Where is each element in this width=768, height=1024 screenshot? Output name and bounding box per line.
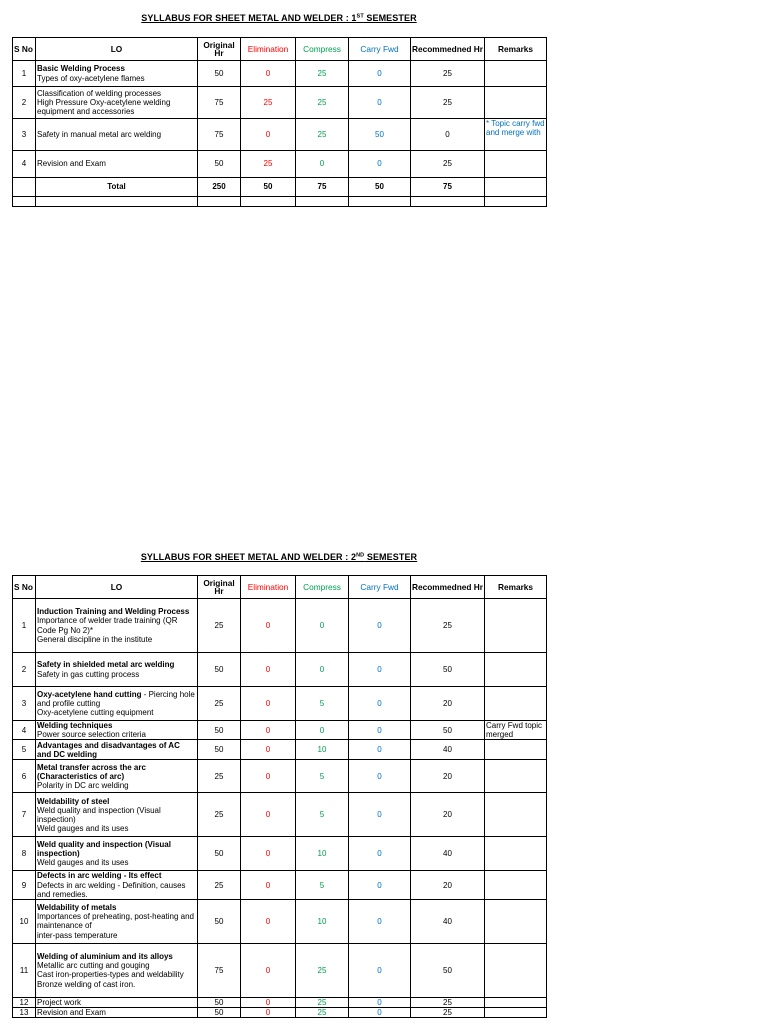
total-row [13,178,547,197]
lo-heading: Weldability of steel [37,796,110,806]
remarks-cell [485,61,547,87]
semester2-table [12,575,547,1018]
total-label: Total [36,178,198,197]
lo-subtopic: Oxy-acetylene cutting equipment [37,708,154,718]
lo-heading: Weldability of metals [37,903,117,913]
col-remarks-header: Remarks [485,576,547,599]
empty-cell [241,197,296,207]
original-cell: 50 [198,653,241,687]
carry-cell: 50 [349,119,411,151]
carry-cell: 0 [349,871,411,900]
recommended-cell: 20 [411,871,485,900]
semester1-table [12,37,547,207]
col-compress-header: Compress [296,38,349,61]
col-elimination-header: Elimination [241,576,296,599]
elimination-cell: 0 [241,760,296,793]
compress-cell: 5 [296,760,349,793]
col-sno-header: S No [13,576,36,599]
lo-subtopic: General discipline in the institute [37,634,153,644]
lo-subtopic: Weld gauges and its uses [37,858,129,868]
original-cell: 50 [198,740,241,760]
original-cell: 50 [198,61,241,87]
original-cell: 50 [198,997,241,1007]
carry-cell: 0 [349,740,411,760]
header-row [13,38,547,61]
remarks-cell [485,687,547,721]
recommended-cell: 40 [411,837,485,871]
recommended-cell: 50 [411,721,485,740]
elimination-cell: 0 [241,837,296,871]
original-cell: 50 [198,721,241,740]
table-row [13,837,547,871]
remarks-cell: Carry Fwd topic merged [485,721,547,740]
lo-heading: Defects in arc welding - Its effect [37,871,162,881]
table-row [13,599,547,653]
sno-cell: 4 [13,721,36,740]
compress-cell: 25 [296,119,349,151]
lo-heading: Weld quality and inspection (Visual inspection) [37,840,171,859]
table-row [13,151,547,178]
recommended-cell: 20 [411,760,485,793]
sno-cell: 3 [13,119,36,151]
original-cell: 75 [198,119,241,151]
recommended-cell: 50 [411,943,485,997]
recommended-cell: 25 [411,997,485,1007]
table-row [13,87,547,119]
semester2-title: SYLLABUS FOR SHEET METAL AND WELDER : 2ND SEMESTER [140,552,418,562]
lo-heading: Welding techniques [37,721,113,730]
lo-subtopic: Bronze welding of cast iron. [37,979,136,989]
lo-heading-tail: - Piercing hole and profile cutting [37,689,195,708]
lo-subtopic: Importance of welder trade training (QR Code Pg No 2)* [37,616,178,635]
compress-cell: 10 [296,740,349,760]
lo-cell [36,997,198,1007]
original-cell: 25 [198,599,241,653]
total-elimination: 50 [241,178,296,197]
compress-cell: 10 [296,837,349,871]
carry-cell: 0 [349,61,411,87]
compress-cell: 25 [296,61,349,87]
lo-cell [36,599,198,653]
compress-cell: 5 [296,871,349,900]
lo-cell [36,760,198,793]
lo-cell [36,61,198,87]
empty-cell [36,197,198,207]
elimination-cell: 25 [241,87,296,119]
compress-cell: 25 [296,87,349,119]
sno-cell: 12 [13,997,36,1007]
table-row [13,119,547,151]
remarks-cell [485,871,547,900]
table-row [13,871,547,900]
lo-subtopic: Importances of preheating, post-heating and maintenance of [37,912,194,931]
col-recommended-header: Recommedned Hr [411,38,485,61]
sno-cell: 2 [13,87,36,119]
sno-cell: 11 [13,943,36,997]
col-carry-header: Carry Fwd [349,576,411,599]
lo-subtopic: Safety in gas cutting process [37,669,140,679]
lo-cell [36,721,198,740]
carry-cell: 0 [349,151,411,178]
remarks-cell [485,740,547,760]
col-lo-header: LO [36,38,198,61]
lo-subtopic: inter-pass temperature [37,930,118,940]
sno-cell: 2 [13,653,36,687]
original-cell: 50 [198,837,241,871]
empty-cell [13,197,36,207]
lo-cell [36,871,198,900]
original-cell: 75 [198,943,241,997]
recommended-cell: 25 [411,1008,485,1018]
carry-cell: 0 [349,1008,411,1018]
elimination-cell: 0 [241,599,296,653]
lo-heading: Advantages and disadvantages of AC and DC welding [37,740,180,759]
original-cell: 75 [198,87,241,119]
lo-subtopic: Cast iron-properties-types and weldability [37,970,184,980]
sno-cell: 8 [13,837,36,871]
total-recommended: 75 [411,178,485,197]
recommended-cell: 40 [411,740,485,760]
total-carry: 50 [349,178,411,197]
table-row [13,687,547,721]
sno-cell: 10 [13,899,36,943]
lo-cell [36,899,198,943]
lo-subtopic: Polarity in DC arc welding [37,780,129,790]
recommended-cell: 25 [411,61,485,87]
compress-cell: 0 [296,151,349,178]
remarks-cell [485,997,547,1007]
lo-subtopic: Types of oxy-acetylene flames [37,73,145,83]
sno-cell: 4 [13,151,36,178]
original-cell: 25 [198,687,241,721]
recommended-cell: 40 [411,899,485,943]
lo-subtopic: Metallic arc cutting and gouging [37,961,150,971]
elimination-cell: 0 [241,119,296,151]
remarks-cell [485,151,547,178]
col-sno-header: S No [13,38,36,61]
recommended-cell: 25 [411,87,485,119]
compress-cell: 5 [296,793,349,837]
remarks-cell [485,760,547,793]
table-row [13,997,547,1007]
sno-cell: 13 [13,1008,36,1018]
lo-cell [36,151,198,178]
sno-cell: 7 [13,793,36,837]
compress-cell: 25 [296,1008,349,1018]
carry-cell: 0 [349,87,411,119]
lo-subtopic: Weld quality and inspection (Visual inspection) [37,805,161,824]
original-cell: 25 [198,760,241,793]
elimination-cell: 0 [241,653,296,687]
remarks-cell [485,87,547,119]
elimination-cell: 0 [241,721,296,740]
sno-cell: 9 [13,871,36,900]
lo-subtopic: Defects in arc welding - Definition, causes and remedies. [37,880,186,899]
lo-subtopic: Classification of welding processes [37,88,162,98]
table-row [13,793,547,837]
sno-cell: 5 [13,740,36,760]
original-cell: 50 [198,151,241,178]
table-row [13,61,547,87]
table-row [13,899,547,943]
lo-subtopic: Safety in manual metal arc welding [37,129,162,139]
table-row [13,943,547,997]
remarks-cell: * Topic carry fwd and merge with [485,119,547,151]
col-original-header: Original Hr [198,576,241,599]
lo-heading: Basic Welding Process [37,64,125,74]
elimination-cell: 0 [241,871,296,900]
elimination-cell: 0 [241,943,296,997]
lo-subtopic: Weld gauges and its uses [37,824,129,834]
lo-subtopic: Revision and Exam [37,159,106,169]
lo-heading: Metal transfer across the arc (Characteristics of arc) [37,762,146,781]
original-cell: 25 [198,871,241,900]
elimination-cell: 0 [241,793,296,837]
total-compress: 75 [296,178,349,197]
original-cell: 50 [198,1008,241,1018]
compress-cell: 25 [296,997,349,1007]
lo-heading: Welding of aluminium and its alloys [37,952,173,962]
carry-cell: 0 [349,721,411,740]
recommended-cell: 20 [411,687,485,721]
lo-subtopic: equipment and accessories [37,107,135,117]
sno-cell: 1 [13,61,36,87]
carry-cell: 0 [349,599,411,653]
remarks-cell [485,178,547,197]
table-row [13,1008,547,1018]
table-row [13,653,547,687]
lo-cell [36,119,198,151]
col-remarks-header: Remarks [485,38,547,61]
elimination-cell: 0 [241,997,296,1007]
elimination-cell: 0 [241,899,296,943]
lo-subtopic: Revision and Exam [37,1007,106,1017]
empty-cell [349,197,411,207]
table-row [13,721,547,740]
carry-cell: 0 [349,760,411,793]
compress-cell: 0 [296,721,349,740]
sno-cell [13,178,36,197]
table-row [13,740,547,760]
recommended-cell: 25 [411,151,485,178]
original-cell: 50 [198,899,241,943]
lo-subtopic: Project work [37,997,82,1007]
lo-heading: Induction Training and Welding Process [37,607,190,617]
lo-subtopic: High Pressure Oxy-acetylene welding [37,97,171,107]
lo-cell [36,943,198,997]
empty-cell [411,197,485,207]
original-cell: 25 [198,793,241,837]
carry-cell: 0 [349,687,411,721]
semester1-title: SYLLABUS FOR SHEET METAL AND WELDER : 1ST SEMESTER [141,13,417,23]
lo-cell [36,793,198,837]
elimination-cell: 25 [241,151,296,178]
elimination-cell: 0 [241,1008,296,1018]
col-compress-header: Compress [296,576,349,599]
table-row [13,760,547,793]
remarks-cell [485,1008,547,1018]
remarks-cell [485,899,547,943]
empty-cell [198,197,241,207]
header-row [13,576,547,599]
lo-subtopic: Power source selection criteria [37,730,146,740]
empty-row [13,197,547,207]
lo-cell [36,837,198,871]
empty-cell [296,197,349,207]
compress-cell: 0 [296,653,349,687]
col-recommended-header: Recommedned Hr [411,576,485,599]
remarks-cell [485,837,547,871]
carry-cell: 0 [349,837,411,871]
recommended-cell: 25 [411,599,485,653]
empty-cell [485,197,547,207]
total-original: 250 [198,178,241,197]
lo-cell [36,687,198,721]
sno-cell: 3 [13,687,36,721]
remarks-cell [485,599,547,653]
carry-cell: 0 [349,943,411,997]
lo-heading: Safety in shielded metal arc welding [37,660,175,670]
lo-heading: Oxy-acetylene hand cutting [37,689,142,699]
remarks-cell [485,793,547,837]
carry-cell: 0 [349,653,411,687]
col-original-header: Original Hr [198,38,241,61]
lo-cell [36,87,198,119]
compress-cell: 0 [296,599,349,653]
sno-cell: 1 [13,599,36,653]
sno-cell: 6 [13,760,36,793]
recommended-cell: 50 [411,653,485,687]
recommended-cell: 0 [411,119,485,151]
elimination-cell: 0 [241,687,296,721]
remarks-cell [485,943,547,997]
lo-cell [36,653,198,687]
carry-cell: 0 [349,899,411,943]
compress-cell: 10 [296,899,349,943]
elimination-cell: 0 [241,740,296,760]
compress-cell: 25 [296,943,349,997]
carry-cell: 0 [349,793,411,837]
col-elimination-header: Elimination [241,38,296,61]
compress-cell: 5 [296,687,349,721]
carry-cell: 0 [349,997,411,1007]
lo-cell [36,740,198,760]
recommended-cell: 20 [411,793,485,837]
col-carry-header: Carry Fwd [349,38,411,61]
remarks-cell [485,653,547,687]
elimination-cell: 0 [241,61,296,87]
col-lo-header: LO [36,576,198,599]
lo-cell [36,1008,198,1018]
